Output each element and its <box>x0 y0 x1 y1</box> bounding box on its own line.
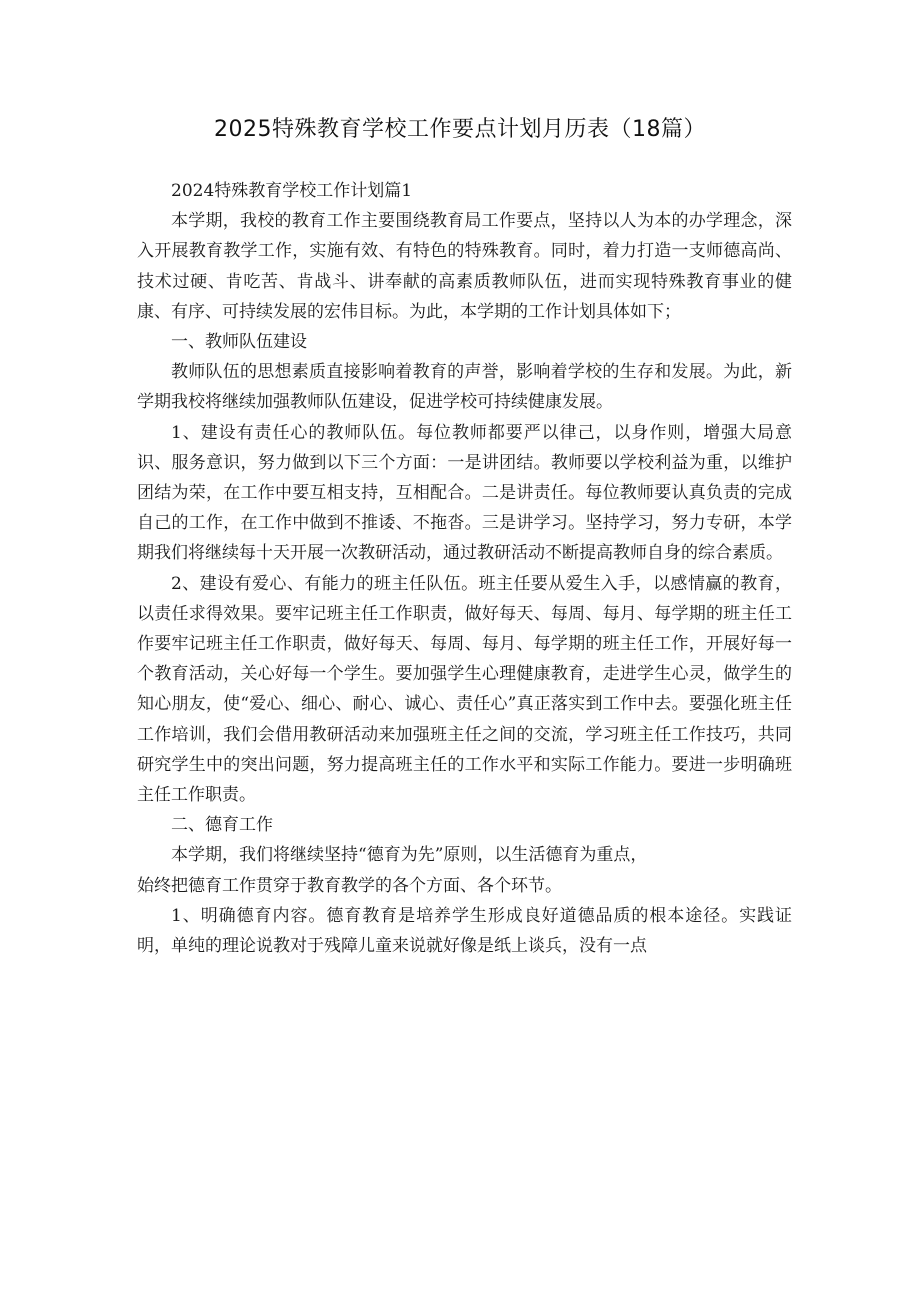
section-subtitle: 2024特殊教育学校工作计划篇1 <box>171 181 413 201</box>
paragraph: 本学期，我校的教育工作主要围绕教育局工作要点，坚持以人为本的办学理念，深入开展教育教学工作，实施有效、有特色的特殊教育。同时，着力打造一支师德高尚、技术过硬、肯吃苦、肯战斗、讲奉献的高素质教师队伍，进而实现特殊教育事业的健康、有序、可持续发展的宏伟目标。为此，本学期的工作计划具体如下； <box>137 211 792 322</box>
section-heading: 二、德育工作 <box>171 815 273 836</box>
paragraph: 教师队伍的思想素质直接影响着教育的声誉，影响着学校的生存和发展。为此，新学期我校将继续加强教师队伍建设，促进学校可持续健康发展。 <box>137 362 792 413</box>
document-body <box>137 176 792 961</box>
paragraph-continuation: 始终把德育工作贯穿于教育教学的各个方面、各个环节。 <box>137 875 562 896</box>
section-heading: 一、教师队伍建设 <box>171 332 307 353</box>
paragraph: 1、建设有责任心的教师队伍。每位教师都要严以律己，以身作则，增强大局意识、服务意识，努力做到以下三个方面：一是讲团结。教师要以学校利益为重，以维护团结为荣，在工作中要互相支持，互相配合。二是讲责任。每位教师要认真负责的完成自己的工作，在工作中做到不推诿、不拖沓。三是讲学习。坚持学习，努力专研，本学期我们将继续每十天开展一次教研活动，通过教研活动不断提高教师自身的综合素质。 <box>137 422 792 564</box>
document-title: 2025特殊教育学校工作要点计划月历表（18篇） <box>214 117 706 142</box>
paragraph: 2、建设有爱心、有能力的班主任队伍。班主任要从爱生入手，以感情赢的教育，以责任求得效果。要牢记班主任工作职责，做好每天、每周、每月、每学期的班主任工作要牢记班主任工作职责，做好每天、每周、每月、每学期的班主任工作，开展好每一个教育活动，关心好每一个学生。要加强学生心理健康教育，走进学生心灵，做学生的知心朋友，使“爱心、细心、耐心、诚心、责任心”真正落实到工作中去。要强化班主任工作培训，我们会借用教研活动来加强班主任之间的交流，学习班主任工作技巧，共同研究学生中的突出问题，努力提高班主任的工作水平和实际工作能力。要进一步明确班主任工作职责。 <box>137 573 792 806</box>
paragraph: 1、明确德育内容。德育教育是培养学生形成良好道德品质的根本途径。实践证明，单纯的理论说教对于残障儿童来说就好像是纸上谈兵，没有一点 <box>137 905 792 957</box>
paragraph: 本学期，我们将继续坚持“德育为先”原则，以生活德育为重点， <box>171 845 648 866</box>
